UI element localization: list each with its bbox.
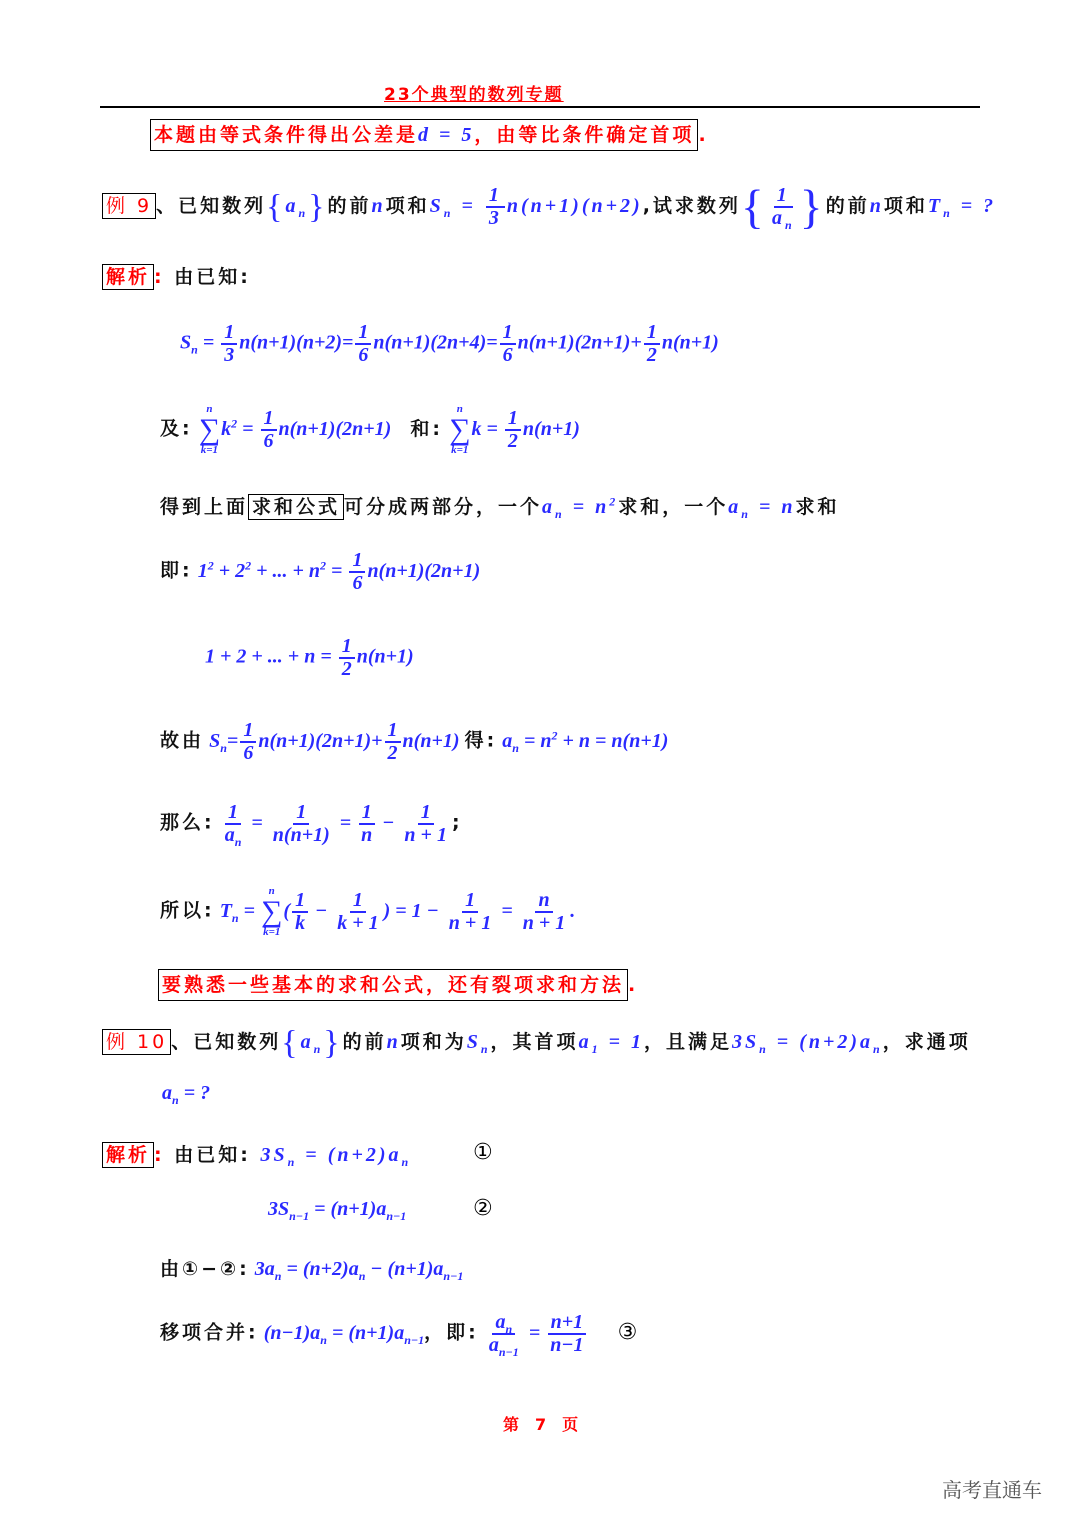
circle-2: ② [473, 1196, 493, 1221]
page-header-title [384, 80, 564, 105]
frac-den: 3 [488, 207, 502, 230]
boxed-sum-formula: 求和公式 [248, 494, 344, 520]
d-f1-num: 1 [240, 720, 256, 743]
example-9-text-5: 的前 [825, 195, 870, 217]
sum-bot-1: k=1 [200, 444, 219, 456]
split-text-1: 得到上面 [160, 496, 249, 518]
split-explanation: 得到上面 求和公式 可分成两部分，一个$a_n = n^2$求和，一个$a_n = n$求和 [160, 494, 840, 521]
eq-part-2: n(n+1)(2n+4)= [373, 331, 498, 354]
question: = ? [960, 195, 997, 217]
l4-b: = (n+1)a [331, 1321, 405, 1344]
n-var-2: n [869, 195, 884, 217]
n-var: n [371, 195, 386, 217]
tn-sum-top: n [268, 885, 275, 897]
ex10-text-6: ，求通项 [882, 1031, 971, 1053]
suo-yi-label: 所以: [160, 899, 215, 922]
frac-num: 1 [486, 185, 505, 208]
tn-f4-den: n + 1 [522, 912, 566, 934]
watermark: 高考直通车 [942, 1478, 1042, 1502]
eq-part-3: n(n+1)(2n+1)+ [517, 331, 642, 354]
l4-c: ，即: [424, 1321, 479, 1344]
pf-3-den: n [361, 824, 373, 846]
s1-den: 6 [263, 430, 274, 452]
header-title-text: 个典型的数列专题 [411, 85, 564, 105]
d-part: n(n+1)(2n+1)+ [258, 729, 383, 752]
tn-end: . [570, 899, 576, 922]
sol2-eq2: = (n+1)a [314, 1198, 387, 1220]
l4-label: 移项合并: [160, 1321, 259, 1344]
tn-f3-den: n + 1 [448, 912, 492, 934]
semicolon: ; [451, 811, 463, 834]
ji-label: 及: [160, 417, 193, 440]
pf-4-den: n + 1 [404, 824, 447, 846]
sum-top-2: n [456, 403, 463, 415]
sol2-line3: 由①−②: $3a_n = (n+2)a_n - (n+1)a_{n-1}$ [160, 1258, 464, 1283]
split-eq-1: = n [572, 496, 610, 518]
sq-rhs: n(n+1)(2n+1) [367, 559, 481, 582]
solution-intro: 由已知: [174, 266, 251, 288]
example-10: 例 10 、已知数列$\{a_n\}$的前n项和为$S_n$，其首项$a_1 = 1$，且满足$3S_n = (n+2)a_n$，求通项 [102, 1024, 971, 1061]
ex10-question: $a_n$ = ? [162, 1082, 211, 1107]
note-1-dot: . [698, 124, 709, 146]
tn-f1-den: k [295, 912, 306, 934]
split-eq-2: = n [758, 496, 796, 518]
an-eq-2: + n = n(n+1) [562, 729, 669, 752]
gu-you: 故由 [160, 729, 205, 752]
equation-sn-expand: $S_n$ = $\frac{1}{3}$ n(n+1)(n+2)= $\frac{1}{6}$ n(n+1)(2n+4)= $\frac{1}{6}$ n(n+1)(2n+1)+ $\frac{1}{2}$ n(n+1) [180, 321, 719, 366]
tn-result: 所以: $T_n$ = n ∑ k=1 ( $\frac{1}{k}$ − $\frac{1}{k + 1}$ ) = 1 − $\frac{1}{n + 1}$ = $\frac{n}{n + 1}$ . [160, 885, 576, 938]
f3-num: 1 [500, 322, 516, 345]
f1-num: 1 [221, 322, 237, 345]
f2-num: 1 [355, 322, 371, 345]
sq-2: + 2 [218, 559, 246, 582]
solution-2-label: 解析 [102, 1142, 154, 1168]
example-9-text-2: 的前 [327, 195, 372, 217]
f4-den: 2 [646, 344, 657, 366]
ratio-num: n+1 [548, 1312, 587, 1335]
solution-2-intro: 由已知: [174, 1144, 251, 1166]
sq-1: 1 [197, 559, 208, 582]
tn-f3-num: 1 [462, 890, 478, 913]
ratio-den: n−1 [550, 1334, 584, 1356]
header-rule [100, 106, 980, 108]
split-text-3: 求和，一个 [618, 496, 729, 518]
s2-den: 2 [507, 430, 518, 452]
he-label: 和: [410, 417, 444, 440]
eq-part-1: n(n+1)(n+2)= [239, 331, 354, 354]
solution-1 [102, 262, 251, 289]
tn-f2-num: 1 [350, 890, 366, 913]
l3-eq: = (n+2)a [286, 1258, 359, 1280]
seq-a-sub: n [298, 206, 309, 220]
ji-label-2: 即: [160, 559, 193, 582]
name-me-label: 那么: [160, 811, 215, 834]
tn-f2-den: k + 1 [337, 912, 379, 934]
sq-f-den: 6 [352, 572, 363, 594]
ex10-text-3: 项和为 [400, 1031, 467, 1053]
l3-label: 由①−②: [160, 1258, 250, 1280]
split-text-2: 可分成两部分，一个 [344, 496, 543, 518]
d-f2-den: 2 [387, 742, 398, 764]
d-f1-den: 6 [243, 742, 254, 764]
ex10-text-4: ，其首项 [490, 1031, 579, 1053]
circle-3: ③ [617, 1319, 638, 1345]
d-f2-num: 1 [385, 720, 401, 743]
solution-label: 解析 [102, 264, 154, 290]
note-1-suffix: ，由等比条件确定首项 [474, 124, 695, 146]
sum-of-squares: 即: $1^2 + 2^2$ + ... + $n^2$ = $\frac{1}{6}$ n(n+1)(2n+1) [160, 549, 481, 594]
ex10-text-5: ，且满足 [643, 1031, 732, 1053]
eq-part-4: n(n+1) [661, 331, 719, 354]
note-1-equation: d = 5 [418, 124, 475, 146]
circle-1: ① [473, 1140, 493, 1165]
tn-sum-bot: k=1 [263, 926, 281, 938]
ex10-text-2: 的前 [342, 1031, 387, 1053]
int-lhs: 1 + 2 + ... + n = [205, 645, 332, 668]
note-box-1 [150, 120, 709, 147]
k-var-2: k [471, 417, 482, 440]
example-9-text-1: 、已知数列 [156, 195, 267, 217]
example-9-tag: 例 9 [102, 193, 156, 219]
sol2-eq1: = (n+2)a [305, 1144, 402, 1166]
ex10-text-1: 、已知数列 [171, 1031, 282, 1053]
ex10-eq: = (n+2)a [776, 1031, 874, 1053]
pf-2-num: 1 [293, 802, 309, 825]
split-text-4: 求和 [795, 496, 840, 518]
sq-mid: + ... + n [256, 559, 321, 582]
example-9-text-6: 项和 [883, 195, 928, 217]
de-label: 得: [464, 729, 498, 752]
solution-colon: : [154, 266, 165, 288]
f1-den: 3 [224, 344, 235, 366]
note-1-prefix: 本题由等式条件得出公差是 [154, 124, 419, 146]
square: 2 [231, 415, 238, 430]
s2-num: 1 [505, 408, 521, 431]
int-rhs: n(n+1) [356, 645, 414, 668]
sum-top-1: n [206, 403, 213, 415]
t-var: T [927, 195, 944, 217]
sum-rhs-2: n(n+1) [522, 417, 580, 440]
pf-3-num: 1 [359, 802, 375, 825]
tn-f1-num: 1 [292, 890, 308, 913]
l4-a: (n−1)a [263, 1321, 321, 1344]
sum-formulas: 及: n ∑ k=1 $k^2$ = $\frac{1}{6}$ n(n+1)(2n+1) 和: n ∑ k=1 k = $\frac{1}{2}$ n(n+1) [160, 403, 580, 456]
example-9-text-4: ,试求数列 [642, 195, 741, 217]
ex10-q: = ? [183, 1082, 211, 1104]
sn-symbol: S [180, 331, 192, 354]
solution-2-colon: : [154, 1144, 165, 1166]
tn-mid: ) = 1 − [383, 899, 439, 922]
example-9: 例 9 、已知数列$\{a_n\}$的前n项和$S_n$ = $\frac{1}{3}$ n(n+1)(n+2),试求数列{ $\frac{1}{a_n}$ }的前n项和$T_n$ = ? [102, 174, 996, 239]
sum-of-integers [205, 636, 414, 680]
s1-num: 1 [261, 408, 277, 431]
d-part-2: n(n+1) [402, 729, 460, 752]
note-box-2 [158, 970, 638, 997]
seq-a: a [285, 195, 299, 217]
solution-2: 解析 : 由已知: $3S_n = (n+2)a_n$ [102, 1140, 411, 1167]
pf-2-den: n(n+1) [272, 824, 330, 846]
pf-4-num: 1 [418, 802, 434, 825]
sn-rhs: n(n+1)(n+2) [506, 195, 643, 217]
page-number: 第 7 页 [503, 1415, 579, 1434]
tn-f4-num: n [535, 890, 552, 913]
header-title-number: 23 [384, 85, 412, 105]
pf-1-num: 1 [225, 802, 241, 825]
recip-num: 1 [774, 185, 793, 208]
f4-num: 1 [644, 322, 660, 345]
a1-eq: = 1 [608, 1031, 644, 1053]
int-f-num: 1 [339, 636, 355, 659]
f2-den: 6 [358, 344, 369, 366]
an-eq: = n [523, 729, 552, 752]
sol2-line2: $3S_{n-1} = (n+1)a_{n-1}$ [268, 1198, 407, 1223]
note-2-dot: . [628, 974, 639, 996]
example-10-tag: 例 10 [102, 1029, 171, 1055]
f3-den: 6 [502, 344, 513, 366]
partial-fraction: 那么: $\frac{1}{a_n}$ = $\frac{1}{n(n+1)}$ = $\frac{1}{n}$ − $\frac{1}{n + 1}$ ; [160, 801, 463, 849]
sol2-line4: 移项合并: $(n-1)a_n = (n+1)a_{n-1}$，即: $\frac{a_n}{a_{n-1}}$ = $\frac{n+1}{n-1}$ ③ [160, 1311, 638, 1359]
l3-eq-b: − (n+1)a [370, 1258, 444, 1280]
note-2-text: 要熟悉一些基本的求和公式，还有裂项求和方法 [158, 969, 628, 1001]
sum-bot-2: k=1 [451, 444, 469, 456]
int-f-den: 2 [341, 658, 352, 680]
derive-an: 故由 $S_n=$ $\frac{1}{6}$ n(n+1)(2n+1)+ $\frac{1}{2}$ n(n+1) 得: $a_n = n^2 + n = n(n+1)$ [160, 719, 669, 764]
sq-f-num: 1 [349, 550, 365, 573]
note-1-frame [150, 119, 698, 151]
sum-rhs-1: n(n+1)(2n+1) [278, 417, 392, 440]
k-var: k [221, 417, 232, 440]
example-9-text-3: 项和 [385, 195, 430, 217]
